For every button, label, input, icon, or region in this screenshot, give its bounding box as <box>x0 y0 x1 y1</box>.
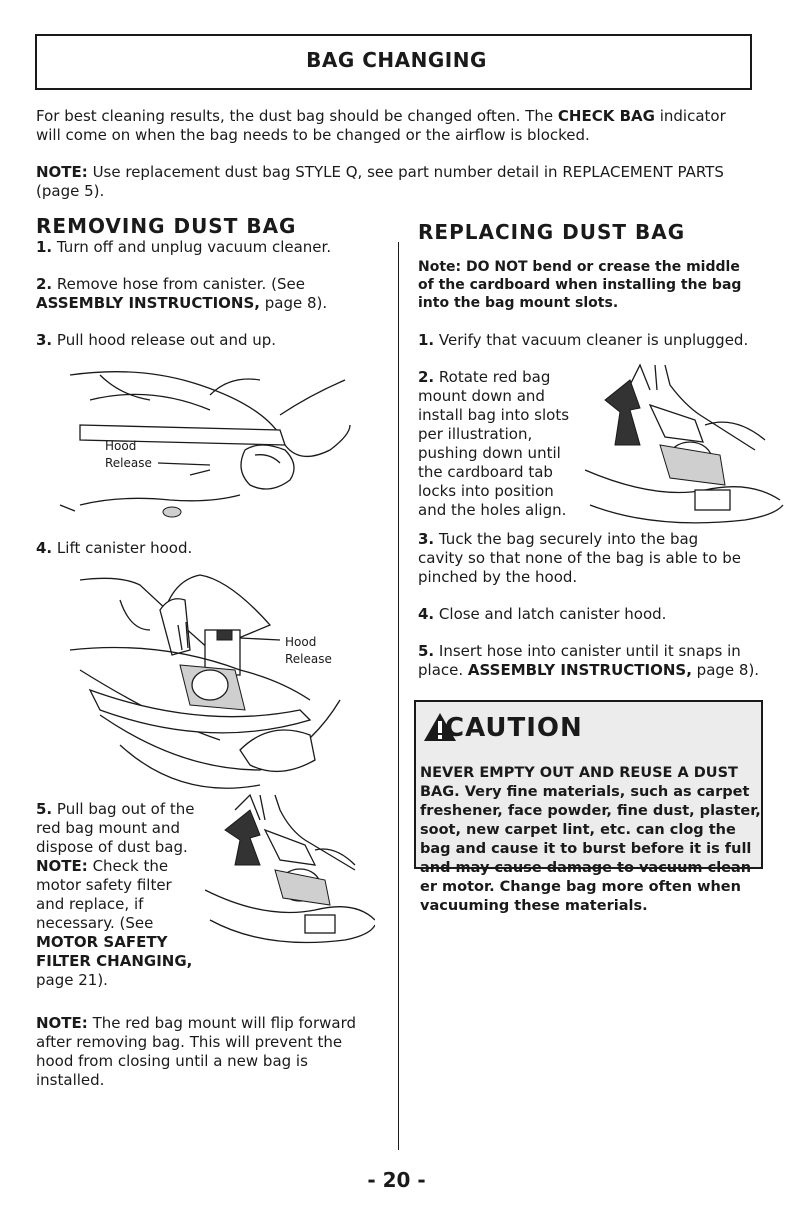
replacing-heading: REPLACING DUST BAG <box>418 220 686 244</box>
removing-step-4: 4. Lift canister hood. <box>36 539 193 557</box>
intro-paragraph <box>36 107 776 126</box>
note-label: NOTE: <box>36 163 88 181</box>
removing-step-3: 3. Pull hood release out and up. <box>36 331 277 349</box>
page-title: BAG CHANGING <box>306 48 487 72</box>
page-number: - 20 - <box>367 1168 426 1192</box>
motor-filter-note: NOTE: Check the motor safety filter and replace, if necessary. (See MOTOR SAFETY FILTER CHANGING, page 21). <box>36 857 193 989</box>
caution-heading: CAUTION <box>445 713 583 743</box>
fig2-label-release: Release <box>285 652 332 666</box>
removing-step-2: 2. Remove hose from canister. (See <box>36 275 305 293</box>
replacing-step-5: 5. Insert hose into canister until it snaps in place. ASSEMBLY INSTRUCTIONS, page 8). <box>418 642 760 679</box>
lift-hood-illustration <box>60 570 360 800</box>
replacing-note: Note: DO NOT bend or crease the middle of the cardboard when installing the bag into the bag mount slots. <box>418 259 742 311</box>
replacing-step-4: 4. Close and latch canister hood. <box>418 605 667 623</box>
removing-step-5: 5. Pull bag out of the red bag mount and dispose of dust bag. <box>36 800 195 856</box>
removing-step-2-cont: ASSEMBLY INSTRUCTIONS, page 8). <box>36 294 328 312</box>
replacing-step-1: 1. Verify that vacuum cleaner is unplugged. <box>418 331 749 349</box>
mount-flip-note: NOTE: The red bag mount will flip forward after removing bag. This will prevent the hood from closing until a new bag is installed. <box>36 1014 357 1089</box>
intro-text: For best cleaning results, the dust bag should be changed often. The <box>36 107 554 125</box>
replacing-step-2: 2. Rotate red bag mount down and install bag into slots per illustration, pushing down until the cardboard tab locks into position and the holes align. <box>418 368 570 519</box>
bag-install-illustration <box>585 360 785 525</box>
column-divider <box>398 242 399 1150</box>
removing-heading: REMOVING DUST BAG <box>36 214 297 238</box>
intro-line-2: will come on when the bag needs to be changed or the airflow is blocked. <box>36 126 590 144</box>
replacing-step-3: 3. Tuck the bag securely into the bag cavity so that none of the bag is able to be pinched by the hood. <box>418 530 742 586</box>
removing-step-1: 1. Turn off and unplug vacuum cleaner. <box>36 238 332 256</box>
check-bag-label: CHECK BAG <box>557 107 655 125</box>
bag-mount-illustration-left <box>205 790 375 950</box>
hood-release-illustration <box>60 355 360 530</box>
note-text: Use replacement dust bag STYLE Q, see part number detail in REPLACEMENT PARTS <box>92 163 724 181</box>
caution-text: NEVER EMPTY OUT AND REUSE A DUST BAG. Very fine materials, such as carpet freshener, face powder, fine dust, plaster, soot, new carpet lint, etc. can clog the bag and cause it to burst before it is full and may cause damage to vacuum clean- er motor. Change bag more often when vacuuming these materials. <box>420 765 761 914</box>
fig1-label-hood: Hood <box>105 439 137 453</box>
intro-note-line-2: (page 5). <box>36 182 105 200</box>
intro-note <box>36 163 776 182</box>
fig2-label-hood: Hood <box>285 635 317 649</box>
fig1-label-release: Release <box>105 456 152 470</box>
intro-text: indicator <box>659 107 726 125</box>
